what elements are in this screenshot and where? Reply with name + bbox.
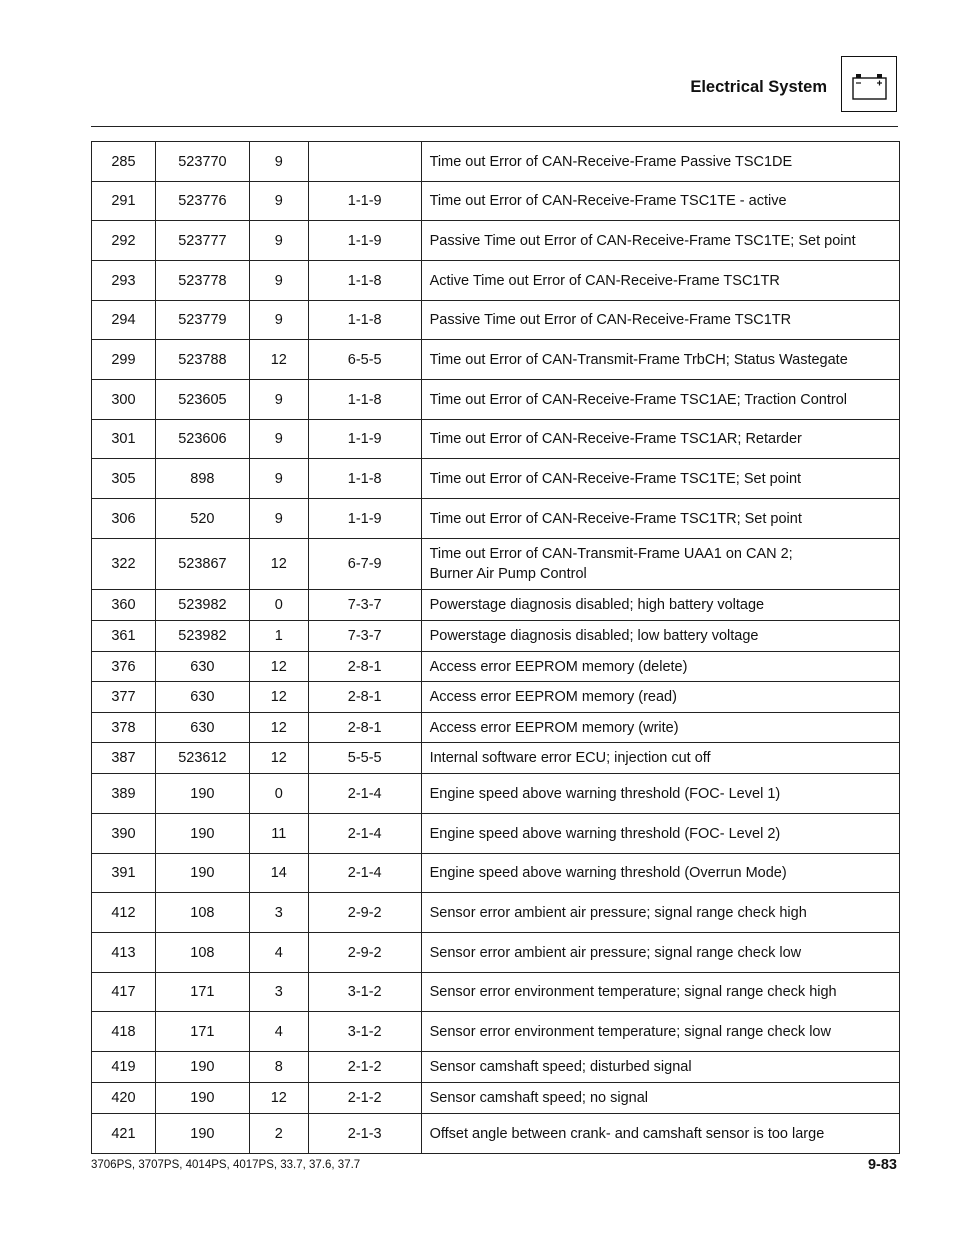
table-row: [92, 340, 900, 380]
cell-blink: 2-9-2: [308, 893, 421, 933]
cell-spn: 190: [155, 854, 249, 893]
cell-fmi: 12: [249, 682, 308, 713]
cell-blink: 6-5-5: [308, 340, 421, 380]
table-row: [92, 743, 900, 774]
cell-spn: 523606: [155, 420, 249, 459]
cell-fmi: 2: [249, 1114, 308, 1154]
table-row: [92, 713, 900, 743]
cell-description: [421, 1083, 899, 1114]
cell-description: [421, 539, 899, 590]
cell-code: 389: [92, 774, 156, 814]
description-line: Access error EEPROM memory (read): [429, 689, 677, 705]
description-line: Time out Error of CAN-Receive-Frame TSC1TE - active: [429, 193, 787, 209]
cell-spn: 523778: [155, 261, 249, 301]
cell-code: 417: [92, 973, 156, 1012]
cell-code: 421: [92, 1114, 156, 1154]
fault-code-table: [91, 141, 900, 1154]
cell-fmi: 3: [249, 973, 308, 1012]
cell-blink: 1-1-8: [308, 380, 421, 420]
description-line: Sensor camshaft speed; no signal: [429, 1090, 649, 1106]
cell-description: [421, 743, 899, 774]
table-row: [92, 499, 900, 539]
cell-fmi: 11: [249, 814, 308, 854]
header-divider: [91, 126, 898, 127]
cell-code: 305: [92, 459, 156, 499]
description-line: Access error EEPROM memory (write): [429, 719, 679, 736]
cell-blink: 2-1-4: [308, 774, 421, 814]
cell-description: [421, 814, 899, 854]
table-row: [92, 301, 900, 340]
table-row: [92, 590, 900, 621]
cell-fmi: 9: [249, 459, 308, 499]
cell-spn: 171: [155, 973, 249, 1012]
cell-fmi: 9: [249, 420, 308, 459]
cell-description: [421, 499, 899, 539]
cell-code: 376: [92, 652, 156, 682]
cell-blink: 7-3-7: [308, 590, 421, 621]
cell-description: [421, 340, 899, 380]
cell-code: 361: [92, 621, 156, 652]
table-row: [92, 1083, 900, 1114]
description-line: Powerstage diagnosis disabled; high battery voltage: [429, 597, 765, 613]
cell-blink: 1-1-9: [308, 221, 421, 261]
cell-description: [421, 420, 899, 459]
cell-fmi: 9: [249, 301, 308, 340]
table-row: [92, 1012, 900, 1052]
cell-fmi: 12: [249, 652, 308, 682]
cell-fmi: 12: [249, 743, 308, 774]
table-row: [92, 380, 900, 420]
cell-blink: 7-3-7: [308, 621, 421, 652]
cell-blink: 2-1-3: [308, 1114, 421, 1154]
cell-code: 306: [92, 499, 156, 539]
cell-description: [421, 380, 899, 420]
cell-description: [421, 774, 899, 814]
table-row: [92, 774, 900, 814]
cell-fmi: 0: [249, 590, 308, 621]
cell-spn: 523770: [155, 142, 249, 182]
table-row: [92, 652, 900, 682]
table-row: [92, 1052, 900, 1083]
cell-spn: 630: [155, 682, 249, 713]
cell-fmi: 9: [249, 499, 308, 539]
table-row: [92, 933, 900, 973]
cell-blink: [308, 142, 421, 182]
cell-blink: 2-1-2: [308, 1052, 421, 1083]
cell-code: 377: [92, 682, 156, 713]
cell-spn: 190: [155, 774, 249, 814]
description-line: Time out Error of CAN-Receive-Frame TSC1TR; Set point: [429, 510, 802, 527]
description-line: Offset angle between crank- and camshaft sensor is too large: [429, 1125, 825, 1142]
cell-fmi: 9: [249, 221, 308, 261]
cell-spn: 108: [155, 933, 249, 973]
cell-description: [421, 1114, 899, 1154]
cell-blink: 1-1-9: [308, 182, 421, 221]
cell-fmi: 9: [249, 182, 308, 221]
cell-code: 285: [92, 142, 156, 182]
cell-description: [421, 301, 899, 340]
description-line: Engine speed above warning threshold (FOC- Level 2): [429, 825, 781, 842]
cell-fmi: 8: [249, 1052, 308, 1083]
description-line: Sensor error environment temperature; signal range check high: [429, 984, 837, 1000]
cell-spn: 190: [155, 814, 249, 854]
battery-icon: [841, 56, 897, 112]
table-row: [92, 814, 900, 854]
cell-blink: 1-1-9: [308, 420, 421, 459]
cell-code: 419: [92, 1052, 156, 1083]
cell-code: 292: [92, 221, 156, 261]
table-row: [92, 539, 900, 590]
cell-description: [421, 590, 899, 621]
description-line: Sensor error environment temperature; signal range check low: [429, 1023, 831, 1040]
cell-description: [421, 459, 899, 499]
cell-spn: 898: [155, 459, 249, 499]
table-row: [92, 682, 900, 713]
cell-spn: 523867: [155, 539, 249, 590]
cell-description: [421, 621, 899, 652]
cell-blink: 2-1-4: [308, 854, 421, 893]
cell-spn: 630: [155, 652, 249, 682]
table-row: [92, 261, 900, 301]
cell-blink: 1-1-8: [308, 301, 421, 340]
description-line: Time out Error of CAN-Receive-Frame TSC1TE; Set point: [429, 470, 802, 487]
cell-code: 293: [92, 261, 156, 301]
cell-description: [421, 652, 899, 682]
cell-code: 387: [92, 743, 156, 774]
table-row: [92, 893, 900, 933]
cell-fmi: 12: [249, 713, 308, 743]
page-number: 9-83: [867, 1157, 897, 1173]
table-row: [92, 459, 900, 499]
cell-fmi: 9: [249, 261, 308, 301]
cell-blink: 2-8-1: [308, 713, 421, 743]
table-row: [92, 142, 900, 182]
description-line: Active Time out Error of CAN-Receive-Frame TSC1TR: [429, 272, 780, 289]
cell-code: 378: [92, 713, 156, 743]
cell-code: 291: [92, 182, 156, 221]
cell-description: [421, 682, 899, 713]
cell-code: 299: [92, 340, 156, 380]
cell-description: [421, 182, 899, 221]
table-row: [92, 182, 900, 221]
cell-spn: 523777: [155, 221, 249, 261]
cell-fmi: 4: [249, 1012, 308, 1052]
table-row: [92, 973, 900, 1012]
cell-blink: 2-1-4: [308, 814, 421, 854]
cell-description: [421, 1052, 899, 1083]
cell-code: 300: [92, 380, 156, 420]
cell-blink: 3-1-2: [308, 1012, 421, 1052]
description-line: Burner Air Pump Control: [429, 566, 587, 582]
cell-code: 360: [92, 590, 156, 621]
cell-code: 301: [92, 420, 156, 459]
cell-fmi: 0: [249, 774, 308, 814]
cell-code: 391: [92, 854, 156, 893]
description-line: Passive Time out Error of CAN-Receive-Frame TSC1TE; Set point: [429, 232, 856, 249]
cell-spn: 190: [155, 1083, 249, 1114]
cell-blink: 5-5-5: [308, 743, 421, 774]
table-row: [92, 621, 900, 652]
table-row: [92, 1114, 900, 1154]
footer-models: 3706PS, 3707PS, 4014PS, 4017PS, 33.7, 37.6, 37.7: [91, 1159, 361, 1171]
cell-description: [421, 933, 899, 973]
cell-fmi: 12: [249, 1083, 308, 1114]
description-line: Sensor error ambient air pressure; signal range check low: [429, 944, 802, 961]
cell-description: [421, 893, 899, 933]
cell-spn: 523788: [155, 340, 249, 380]
cell-blink: 2-9-2: [308, 933, 421, 973]
cell-code: 390: [92, 814, 156, 854]
table-row: [92, 221, 900, 261]
cell-description: [421, 261, 899, 301]
description-line: Engine speed above warning threshold (Overrun Mode): [429, 865, 787, 881]
cell-blink: 1-1-9: [308, 499, 421, 539]
cell-fmi: 12: [249, 539, 308, 590]
cell-blink: 2-8-1: [308, 682, 421, 713]
description-line: Access error EEPROM memory (delete): [429, 658, 688, 675]
cell-spn: 190: [155, 1052, 249, 1083]
cell-spn: 520: [155, 499, 249, 539]
cell-code: 294: [92, 301, 156, 340]
cell-blink: 1-1-8: [308, 459, 421, 499]
description-line: Time out Error of CAN-Receive-Frame Passive TSC1DE: [429, 153, 793, 170]
cell-code: 418: [92, 1012, 156, 1052]
cell-code: 420: [92, 1083, 156, 1114]
cell-spn: 523605: [155, 380, 249, 420]
cell-fmi: 1: [249, 621, 308, 652]
cell-description: [421, 142, 899, 182]
cell-description: [421, 221, 899, 261]
cell-fmi: 12: [249, 340, 308, 380]
cell-fmi: 3: [249, 893, 308, 933]
cell-blink: 2-8-1: [308, 652, 421, 682]
cell-spn: 630: [155, 713, 249, 743]
description-line: Sensor camshaft speed; disturbed signal: [429, 1059, 692, 1075]
cell-fmi: 9: [249, 142, 308, 182]
description-line: Time out Error of CAN-Receive-Frame TSC1AR; Retarder: [429, 431, 802, 447]
description-line: Time out Error of CAN-Transmit-Frame TrbCH; Status Wastegate: [429, 351, 848, 368]
cell-blink: 2-1-2: [308, 1083, 421, 1114]
description-line: Time out Error of CAN-Transmit-Frame UAA1 on CAN 2;: [429, 546, 793, 562]
cell-description: [421, 973, 899, 1012]
cell-spn: 108: [155, 893, 249, 933]
description-line: Passive Time out Error of CAN-Receive-Frame TSC1TR: [429, 312, 792, 328]
cell-spn: 523776: [155, 182, 249, 221]
description-line: Powerstage diagnosis disabled; low battery voltage: [429, 628, 759, 644]
cell-spn: 523612: [155, 743, 249, 774]
description-line: Engine speed above warning threshold (FOC- Level 1): [429, 785, 781, 802]
cell-description: [421, 1012, 899, 1052]
cell-spn: 171: [155, 1012, 249, 1052]
section-title: Electrical System: [690, 78, 827, 96]
cell-spn: 190: [155, 1114, 249, 1154]
cell-description: [421, 854, 899, 893]
cell-blink: 3-1-2: [308, 973, 421, 1012]
cell-spn: 523982: [155, 590, 249, 621]
cell-code: 412: [92, 893, 156, 933]
description-line: Sensor error ambient air pressure; signal range check high: [429, 904, 807, 921]
cell-blink: 1-1-8: [308, 261, 421, 301]
cell-fmi: 4: [249, 933, 308, 973]
table-row: [92, 854, 900, 893]
cell-code: 322: [92, 539, 156, 590]
cell-code: 413: [92, 933, 156, 973]
description-line: Time out Error of CAN-Receive-Frame TSC1AE; Traction Control: [429, 391, 847, 408]
table-row: [92, 420, 900, 459]
cell-blink: 6-7-9: [308, 539, 421, 590]
cell-description: [421, 713, 899, 743]
cell-spn: 523982: [155, 621, 249, 652]
cell-spn: 523779: [155, 301, 249, 340]
description-line: Internal software error ECU; injection cut off: [429, 750, 711, 766]
cell-fmi: 14: [249, 854, 308, 893]
cell-fmi: 9: [249, 380, 308, 420]
